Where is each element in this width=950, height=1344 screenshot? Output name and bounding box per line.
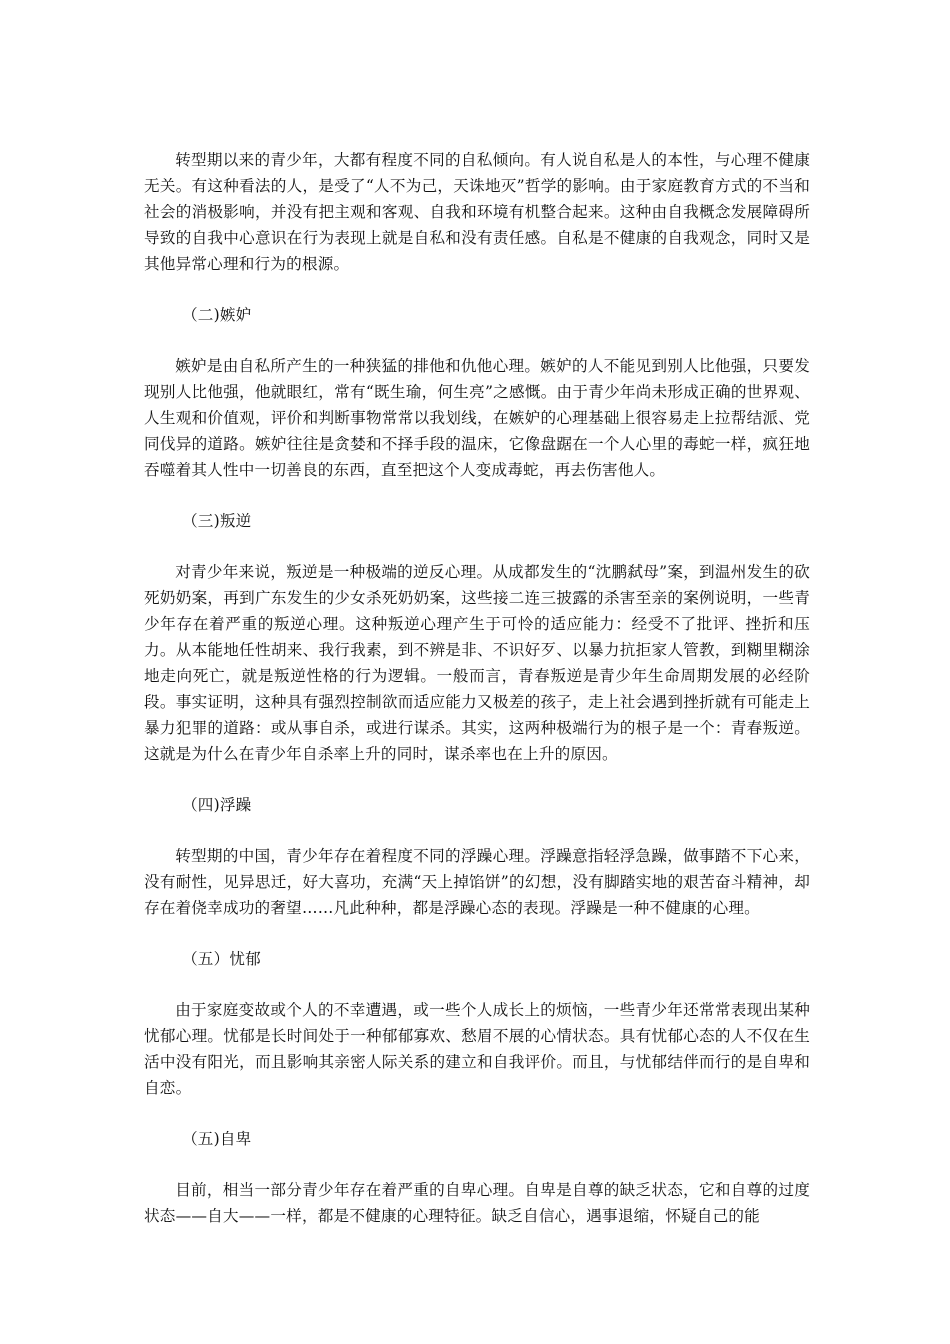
paragraph-inferiority: 目前，相当一部分青少年存在着严重的自卑心理。自卑是自尊的缺乏状态，它和自尊的过度状态——自大——一样，都是不健康的心理特征。缺乏自信心，遇事退缩，怀疑自己的能 — [144, 1181, 810, 1225]
heading-inferiority: （五)自卑 — [182, 1130, 252, 1148]
heading-impetuousness: （四)浮躁 — [182, 796, 252, 814]
paragraph-jealousy: 嫉妒是由自私所产生的一种狭猛的排他和仇他心理。嫉妒的人不能见到别人比他强，只要发现别人比他强，他就眼红，常有“既生瑜，何生亮”之感慨。由于青少年尚未形成正确的世界观、人生观和价值观，评价和判断事物常常以我划线，在嫉妒的心理基础上很容易走上拉帮结派、党同伐异的道路。嫉妒往往是贪婪和不择手段的温床，它像盘踞在一个人心里的毒蛇一样，疯狂地吞噬着其人性中一切善良的东西，直至把这个人变成毒蛇，再去伤害他人。 — [144, 357, 810, 479]
paragraph-impetuousness: 转型期的中国，青少年存在着程度不同的浮躁心理。浮躁意指轻浮急躁，做事踏不下心来，没有耐性，见异思迁，好大喜功，充满“天上掉馅饼”的幻想，没有脚踏实地的艰苦奋斗精神，却存在着侥幸成功的奢望……凡此种种，都是浮躁心态的表现。浮躁是一种不健康的心理。 — [144, 847, 810, 917]
heading-jealousy: （二)嫉妒 — [182, 306, 252, 324]
heading-rebellion: （三)叛逆 — [182, 512, 252, 530]
document-body — [144, 147, 810, 1229]
paragraph-selfishness: 转型期以来的青少年，大都有程度不同的自私倾向。有人说自私是人的本性，与心理不健康无关。有这种看法的人，是受了“人不为己，天诛地灭”哲学的影响。由于家庭教育方式的不当和社会的消极影响，并没有把主观和客观、自我和环境有机整合起来。这种由自我概念发展障碍所导致的自我中心意识在行为表现上就是自私和没有责任感。自私是不健康的自我观念，同时又是其他异常心理和行为的根源。 — [144, 151, 810, 273]
heading-melancholy: （五）忧郁 — [182, 950, 261, 968]
paragraph-rebellion: 对青少年来说，叛逆是一种极端的逆反心理。从成都发生的“沈鹏弑母”案，到温州发生的砍死奶奶案，再到广东发生的少女杀死奶奶案，这些接二连三披露的杀害至亲的案例说明，一些青少年存在着严重的叛逆心理。这种叛逆心理产生于可怜的适应能力：经受不了批评、挫折和压力。从本能地任性胡来、我行我素，到不辨是非、不识好歹、以暴力抗拒家人管教，到糊里糊涂地走向死亡，就是叛逆性格的行为逻辑。一般而言，青春叛逆是青少年生命周期发展的必经阶段。事实证明，这种具有强烈控制欲而适应能力又极差的孩子，走上社会遇到挫折就有可能走上暴力犯罪的道路：或从事自杀，或进行谋杀。其实，这两种极端行为的根子是一个：青春叛逆。这就是为什么在青少年自杀率上升的同时，谋杀率也在上升的原因。 — [144, 563, 810, 763]
paragraph-melancholy: 由于家庭变故或个人的不幸遭遇，或一些个人成长上的烦恼，一些青少年还常常表现出某种忧郁心理。忧郁是长时间处于一种郁郁寡欢、愁眉不展的心情状态。具有忧郁心态的人不仅在生活中没有阳光，而且影响其亲密人际关系的建立和自我评价。而且，与忧郁结伴而行的是自卑和自恋。 — [144, 1001, 810, 1097]
